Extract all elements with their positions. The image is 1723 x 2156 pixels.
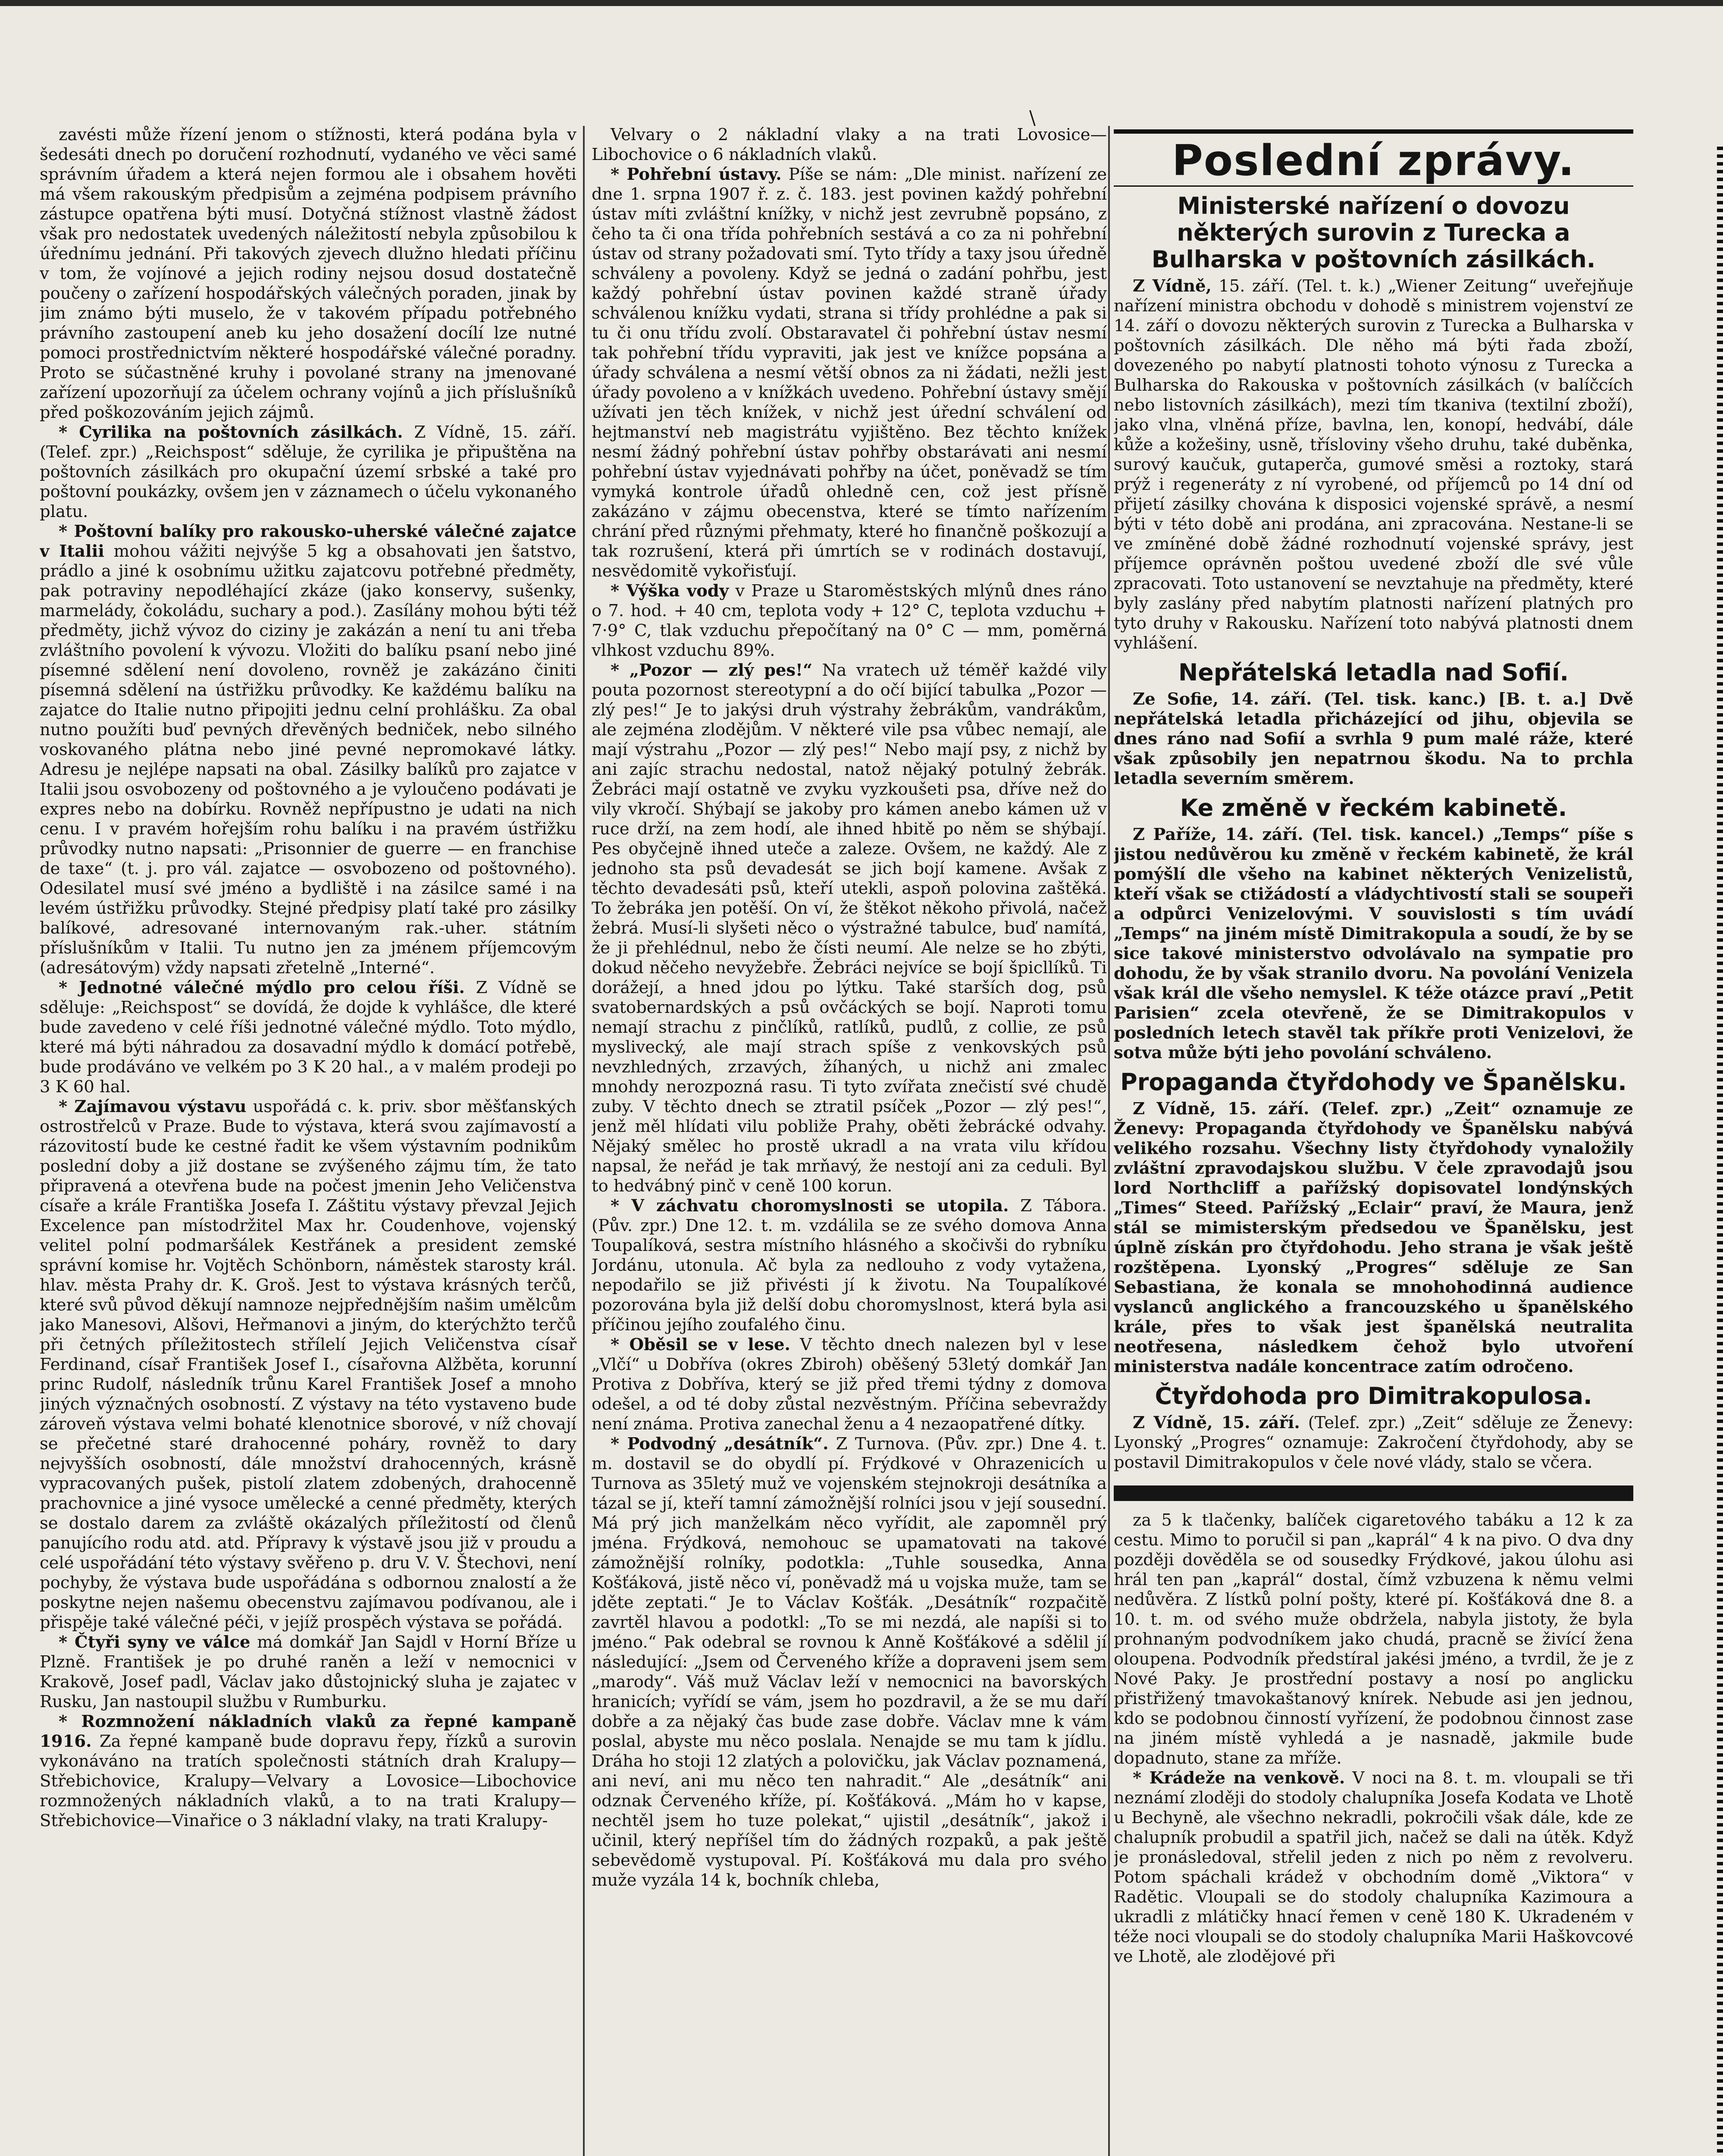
article-text: uspořádá c. k. priv. sbor měšťanských ostrostřelců v Praze. Bude to výstava, která svou zajímavostí a rázovitostí bude ke cestné řadit ke všem výstavním podnikům poslední doby a již dostane se zvýšeného zájmu tím, že tato připravená a otevřena bude na počest jmenin Jeho Veličenstva císaře a krále Františka Josefa I. Záštitu výstavy převzal Jejich Excelence pan místodržitel Max hr. Coudenhove, vojenský velitel polní podmaršálek Kestřánek a president zemské správní komise hr. Vojtěch Schönborn, náměstek starosty král. hlav. města Prahy dr. K. Groš. Jest to výstava krásných terčů, které svů původ děkují namnoze nejpřednějším našim umělcům jako Manesovi, Alšovi, Heřmanovi a jiným, do kterýchžto terčů při četných příležitostech střílelí Jejich Veličenstva císař Ferdinand, císař František Josef I., císařovna Alžběta, korunní princ Rudolf, následník trůnu Karel František Josef a mnoho jiných význačných osobností. Z výstavy na této vystaveno bude zároveň výstava velmi bohaté klenotnice sborové, v níž chovají se přečetné staré drahocenné poháry, rovněž to dary nejvyšších osobností, dále množství drahocenných, krásně vypracovaných pušek, pistolí zlatem zdobených, drahocenně prachovnice a jiné vysoce umělecké a cenné předměty, kterých se dostalo darem za zvláště okázalých příležitostí od členů panujícího rodu atd. atd. Přípravy k výstavě jsou již v proudu a celé uspořádání této výstavy svěřeno p. dru V. V. Štechovi, není pochyby, že výstava bude uspořádána s odbornou znalostí a že poskytne nejen našemu obecenstvu zajímavou podívanou, ale i přispěje také válečné péči, v jejíž prospěch výstava se pořádá. (40, 1097, 576, 1632)
article-text: má domkář Jan Sajdl v Horní Bříze u Plzně. František je po druhé raněn a leží v nemocnici v Krakově, Josef padl, Václav jako důstojnický sluha je zajatec v Rusku, Jan nastoupil službu v Rumburku. (40, 1633, 576, 1711)
article-text: V těchto dnech nalezen byl v lese „Vlčí“ u Dobříva (okres Zbiroh) oběšený 53letý domkář Jan Protiva z Dobříva, který se již před třemi týdny z domova odešel, a od té doby zůstal nezvěstným. Příčina sebevraždy není známa. Protiva zanechal ženu a 4 nezaopatřené dítky. (592, 1335, 1107, 1434)
article-paragraph (40, 423, 576, 522)
article-lead: * „Pozor — zlý pes!“ (611, 661, 813, 680)
article-lead: * Poštovní balíky pro rakousko-uherské válečné zajatce v Italii (40, 522, 576, 561)
article-text: zavésti může řízení jenom o stížnosti, která podána byla v šedesáti dnech po doručení rozhodnutí, vydaného ve věci samé správním úřadem a která nejen formou ale i obsahem hověti má všem rakouským předpisům a zejména podpisem právního zástupce opatřena býti musí. Dotyčná stížnost vlastně žádost však pro nedostatek uvedených náležitostí nebyla způsobilou k úřednímu jednání. Při takových zjevech dlužno hledati příčinu v tom, že vojínové a jejich rodiny nejsou dosud dostatečně poučeny o zařízení hospodářských válečných poraden, jinak by jim známo býti muselo, že v takovém případu potřebného právního zastoupení aneb ku jeho dosažení docílí lze nutné pomoci prostřednictvím některé hospodářské válečné poradny. Proto se súčastněné kruhy i povolané strany na jmenované zařízení upozorňují za účelem ochrany vojínů a jich příslušníků před poškozováním jejich zájmů. (40, 125, 576, 422)
article-paragraph (592, 661, 1107, 1196)
article-paragraph (592, 1196, 1107, 1335)
article-paragraph (40, 978, 576, 1097)
article-paragraph (1114, 689, 1633, 789)
article-paragraph (592, 581, 1107, 661)
article-text: V noci na 8. t. m. vloupali se tři neznámí zloději do stodoly chalupníka Josefa Kodata ve Lhotě u Bechyně, ale všechno nekradli, pokročili však dále, kde ze chalupník probudil a spatřil jich, načež se dali na útěk. Když je pronásledoval, střelil jeden z nich po něm z revolveru. Potom spáchali krádež v obchodním domě „Viktora“ v Radětic. Vloupali se do stodoly chalupníka Kazimoura a ukradli z mlátičky hnací řemen v ceně 180 K. Ukradeném v téže noci vloupali se do stodoly chalupníka Marii Haškovcové ve Lhotě, ale zlodějové při (1114, 1768, 1633, 1966)
article-lead: * Výška vody (611, 581, 729, 601)
article-lead: * Zajímavou výstavu (59, 1097, 247, 1116)
article-lead: * Cyrilika na poštovních zásilkách. (59, 423, 403, 442)
article-text: 15. září. (Tel. t. k.) „Wiener Zeitung“ uveřejňuje nařízení ministra obchodu v dohodě s ministrem vojenství ze 14. září o dovozu některých surovin z Turecka a Bulharska v poštovních zásilkách. Dle něho má býti řada zboží, dovezeného po nabytí platnosti tohoto výnosu z Turecka a Bulharska do Rakouska v poštovních zásilkách (v balíčcích nebo listovních zásilkách), mezi tím tkaniva (textilní zboží), jako vlna, vlněná příze, bavlna, len, konopí, hedvábí, dále kůže a kožešiny, usně, třísloviny všeho druhu, také duběnka, surový kaučuk, gutaperča, gumové směsi a roztoky, stará prýž i regeneráty z ní vyrobené, od příjemců po 14 dní od přijetí zásilky chována k disposici vojenské správě, a nesmí býti v této době ani prodána, ani zpracována. Nestane-li se ve zmíněné době žádné rozhodnutí vojenské správy, jest příjemce oprávněn poštou uvedené zboží dle své vůle zpracovati. Toto ustanovení se nevztahuje na předměty, které byly zaslány před nabytím platnosti nařízení platných pro tyto druhy v Rakousku. Nařízení toto nabývá platnosti dnem vyhlášení. (1114, 276, 1633, 653)
article-text: v Praze u Staroměstských mlýnů dnes ráno o 7. hod. + 40 cm, teplota vody + 12° C, teplota vzduchu + 7·9° C, tlak vzduchu přepočítaný na 0° C — mm, poměrná vlhkost vzduchu 89%. (592, 581, 1107, 660)
perforation-edge (1717, 147, 1723, 2156)
column-3-body (1114, 193, 1633, 1967)
article-lead: * Pohřební ústavy. (611, 165, 782, 184)
article-text: (Telef. zpr.) „Zeit“ oznamuje ze Ženevy: Propaganda čtyřdohody ve Španělsku nabývá velikého rozsahu. Všechny listy čtyřdohody vynaložily zvláštní zpravodajskou službu. V čele zpravodajů jsou lord Northcliff a pařížský dopisovatel londýnských „Times“ Steed. Pařížský „Eclair“ praví, že Maura, jenž stál se mimisterským předsedou ve Španělsku, jest úplně získán pro čtyřdohodu. Jeho strana je však ještě rozštěpena. Lyonský „Progres“ sděluje ze San Sebastiana, že konala se mnohohodinná audience vyslanců anglického a francouzského u španělského krále, přes to však jest španělská neutralita neotřesena, následkem čehož bylo utvoření ministerstva nadále koncentrace zatím odročeno. (1114, 1099, 1633, 1376)
article-text: (Tel. tisk. kanc.) [B. t. a.] Dvě nepřátelská letadla přicházející od jihu, objevila se dnes ráno nad Sofií a svrhla 9 pum malé ráže, které však způsobily jen nepatrnou škodu. Na to prchla letadla severním směrem. (1114, 689, 1633, 788)
article-text: Na vratech už téměř každé vily pouta pozornost stereotypní a do očí bijící tabulka „Pozor — zlý pes!“ Je to jakýsi druh výstrahy žebrákům, vandrákům, ale zejména zlodějům. V některé vile psa vůbec nemají, ale mají výstrahu „Pozor — zlý pes!“ Nebo mají psy, z nichž by ani zajíc strachu nedostal, natož nějaký potulný žebrák. Žebráci mají ostatně ve zvyku vyzkoušeti psa, dříve než do vily vkročí. Shýbají se jakoby pro kámen anebo kámen už v ruce drží, na zem hodí, ale ihned hbitě po něm se shýbají. Pes obyčejně ihned uteče a zaleze. Ovšem, ne každý. Ale z jednoho sta psů devadesát se jich bojí kamene. Avšak z těchto devadesáti psů, kteří utekli, aspoň polovina zaštěká. To žebráka jen potěší. On ví, že štěkot někoho přivolá, načež žebrá. Musí-li slyšeti něco o výstražné tabulce, buď namítá, že ji přehlédnul, nebo že čísti neumí. Ale nelze se ho zbýti, dokud něčeho nevyžebře. Žebráci nejvíce se bojí špicllíků. Ti dorážejí, a hned jdou po lýtku. Také starších dog, psů svatobernardských a psů ovčáckých se bojí. Naproti tomu nemají strachu z pinčlíků, ratlíků, pudlů, z collie, ze psů myslivecký, ale mají strach spíše z venkovských psů nevzhledných, zrzavých, žíhaných, u nichž ani zmalec mnohdy nerozpozná rasu. Ti tyto zvířata znečistí své chudě zuby. V těchto dnech se ztratil psíček „Pozor — zlý pes!“, jenž měl hlídati vilu pobliže Prahy, oběti žebrácké odvahy. Nějaký smělec ho prostě ukradl a na vrata vilu křídou napsal, že neřád je tak mrňavý, že nestojí ani za ceduli. Byl to hedvábný pinč v ceně 100 korun. (592, 661, 1107, 1196)
article-paragraph (40, 1712, 576, 1831)
article-paragraph (1114, 825, 1633, 1063)
article-lead: * Oběsil se v lese. (611, 1335, 790, 1354)
article-text: Z Turnova. (Pův. zpr.) Dne 4. t. m. dostavil se do obydlí pí. Frýdkové v Ohrazenicích u Turnova as 35letý muž ve vojenském stejnokroji desátníka a tázal se jí, kteří tamní zámožnější rolníci jsou v její sousední. Má prý jich manželkám něco vyřídit, ale zapomněl prý jména. Frýdková, nemohouc se upamatovati na takové zámožnější rolníky, podotkla: „Tuhle sousedka, Anna Košťáková, jistě něco ví, poněvadž má u vojska muže, tam se jděte zeptati.“ Je to Václav Košťák. „Desátník“ rozpačitě zavrtěl hlavou a podotkl: „To se mi nezdá, ale napíši si to jméno.“ Pak odebral se rovnou k Anně Košťákové a sdělil jí následující: „Jsem od Červeného kříže a dopraveni jsem sem „marody“. Váš muž Václav leží v nemocnici na bavorských hranicích; vyřídí se vám, jsem ho pozdravil, a že se mu daří dobře a za nějaký čas bude zase dobře. Václav mne k vám poslal, abyste mu něco poslala. Nenajde se mu tam k jídlu. Dráha ho stoji 12 zlatých a polovičku, jak Václav poznamená, ani neví, ani mu něco ten nahradit.“ Ale „desátník“ ani odznak Červeného kříže, pí. Košťáková. „Mám ho v kapse, nechtěl jsem ho tuze polekat,“ ujistil „desátník“, jakož i učinil, který nepříšel tím do žádných rozpaků, a pak ještě sebevědomě vystupoval. Pí. Košťáková mu dala pro svého muže vyzála 14 k, bochník chleba, (592, 1434, 1107, 1890)
article-lead: * Čtyři syny ve válce (59, 1633, 251, 1652)
article-paragraph (592, 125, 1107, 165)
article-text: (Telef. zpr.) „Zeit“ sděluje ze Ženevy: Lyonský „Progres“ oznamuje: Zakročení čtyřdohody, aby se postavil Dimitrakopulos v čele nové vlády, stalo se včera. (1114, 1413, 1633, 1472)
article-paragraph (40, 1633, 576, 1712)
article-text: mohou vážiti nejvýše 5 kg a obsahovati jen šatstvo, prádlo a jiné k osobnímu užitku zajatcovu potřebné předměty, pak potraviny nepodléhající zkáze (jako konservy, sušenky, marmelády, čokoládu, suchary a pod.). Zasílány mohou býti též předměty, jichž vývoz do ciziny je zakázán a není tu ani třeba zvláštního povolení k vývozu. Vložiti do balíku psaní nebo jiné písemné sdělení není dovoleno, rovněž je zakázáno činiti písemná sdělení na ústřižku průvodky. Ke každému balíku na zajatce do Italie nutno připojiti jednu celní prohlášku. Za obal nutno použíti buď pevných dřevěných bedniček, nebo silného voskovaného plátna nebo jiné pevné nepromokavé látky. Adresu je nejlépe napsati na obal. Zásilky balíků pro zajatce v Italii jsou osvobozeny od poštovného a je vyloučeno podávati je expres nebo na dobírku. Rovněž nepřípustno je udati na nich cenu. I v pravém hořejším rohu balíku i na pravém ústřižku průvodky nutno napsati: „Prisonnier de guerre — en franchise de taxe“ (t. j. pro vál. zajatce — osvobozeno od poštovného). Odesilatel musí své jméno a bydliště i na zásilce samé i na levém ústřižku průvodky. Stejné předpisy platí také pro zásilky balíkové, adresované internovaným rak.-uher. státním příslušníkům v Italii. Tu nutno jen za jménem příjemcovým (adresátovým) vždy napsati zřetelně „Interné“. (40, 542, 576, 978)
article-paragraph (592, 165, 1107, 581)
article-text: za 5 k tlačenky, balíček cigaretového tabáku a 12 k za cestu. Mimo to poručil si pan „kaprál“ 4 k na pivo. O dva dny později dověděla se od sousedky Frýdkové, jakou úlohu asi hrál ten pan „kaprál“ dostal, čímž vzbuzena k němu velmi nedůvěra. Z lístků polní pošty, které pí. Košťáková dne 8. a 10. t. m. od svého muže obdržela, nabyla jistoty, že byla prohnaným podvodníkem jako chudá, pracně se živící žena oloupena. Podvodník předstíral jakési jméno, a tvrdil, že je z Nové Paky. Je prostřední postavy a nosí po anglicku přistřižený tmavokaštanový knírek. Nebude asi jen jednou, kdo se podobnou činností vyřízení, že podobnou činnost zase na jiném místě vyhledá a je nasnadě, jakmile bude dopadnuto, stane za mříže. (1114, 1510, 1633, 1768)
article-lead: Z Paříže, 14. září. (1133, 825, 1303, 844)
article-paragraph (1114, 1768, 1633, 1967)
article-lead: Z Vídně, (1133, 276, 1212, 296)
column-2 (592, 125, 1107, 2156)
article-paragraph (1114, 1510, 1633, 1768)
article-text: Z Vídně, 15. září. (Telef. zpr.) „Reichspost“ sděluje, že cyrilika je připuštěna na poštovních zásilkách pro okupační území srbské a také pro poštovní poukázky, ovšem jen v záznamech o účelu vykonaného platu. (40, 423, 576, 521)
article-lead: Ze Sofie, 14. září. (1133, 689, 1312, 709)
article-lead: * Krádeže na venkově. (1133, 1768, 1345, 1788)
article-lead: * Podvodný „desátník“. (611, 1434, 829, 1454)
section-divider (1114, 1485, 1633, 1501)
article-lead: * Rozmnožení nákladních vlaků za řepné kampaně 1916. (40, 1712, 576, 1751)
column-rule-2 (1108, 126, 1110, 2156)
article-paragraph (40, 125, 576, 423)
article-text: Píše se nám: „Dle minist. nařízení ze dne 1. srpna 1907 ř. z. č. 183. jest povinen každý pohřební ústav míti zvláštní knížky, v nichž jest zevrubně popsáno, z čeho ta či ona třída pohřebních sestává a co za ni pohřební ústav od strany požadovati smí. Tyto třídy a taxy jsou úředně schváleny a povoleny. Když se jedná o zadání pohřbu, jest každý pohřební ústav povinen každé straně úřady schválenou knížku vydati, strana si třídy prohlédne a pak si tu či onu třídu zvolí. Obstaravatel či pohřební ústav nesmí tak pohřební třídu vypraviti, jak jest ve knížce popsána a úřady schválena a nesmí větší obnos za ni žádati, nežli jest úřady povoleno a v knížkách uvedeno. Pohřební ústavy smějí užívati jen těch knížek, v nichž jest úřední schválení od hejtmanství neb magistrátu vyjištěno. Bez těchto knížek nesmí žádný pohřební ústav pohřby obstarávati ani nesmí pohřební ústav vyjednávati pohřby na účet, poněvadž se tím vymyká kontrole úřadů ohledně cen, což jest přísně zakázáno v zájmu obecenstva, které se tímto nařízením chrání před různými přehmaty, které ho finančně poškozují a tak rozrušení, která při úmrtích se v rodinách dostavují, nesvědomitě vykořisťují. (592, 165, 1107, 581)
column-rule-1 (583, 126, 585, 2156)
news-headline: Ministerské nařízení o dovozu některých surovin z Turecka a Bulharska v poštovních zásilkách. (1151, 192, 1596, 273)
article-text: Velvary o 2 nákladní vlaky a na trati Lovosice—Libochovice o 6 nákladních vlaků. (592, 125, 1107, 164)
article-paragraph (40, 522, 576, 978)
article-paragraph (592, 1434, 1107, 1890)
article-lead: Z Vídně, 15. září. (1133, 1413, 1300, 1432)
article-paragraph (1114, 276, 1633, 653)
news-headline: Nepřátelská letadla nad Sofií. (1178, 659, 1569, 686)
article-text: Z Vídně se sděluje: „Reichspost“ se dovídá, že dojde k vyhlášce, dle které bude zavedeno v celé říši jednotné válečné mýdlo. Toto mýdlo, které má býti náhradou za dosavadní mýdlo k domácí potřebě, bude prodáváno ve velkém po 3 K 20 hal., a v malém prodeji po 3 K 60 hal. (40, 978, 576, 1097)
article-paragraph (1114, 1099, 1633, 1377)
page-mark: \ (1029, 107, 1036, 129)
article-paragraph (592, 1335, 1107, 1434)
article-lead: * V záchvatu choromyslnosti se utopila. (611, 1196, 1009, 1216)
column-3 (1114, 125, 1633, 2156)
article-paragraph (40, 1097, 576, 1633)
column-1 (40, 125, 576, 2156)
article-text: (Tel. tisk. kancel.) „Temps“ píše s jistou nedůvěrou ku změně v řeckém kabinetě, že král pomýšlí dle všeho na kabinet některých Venizelistů, kteří však se ctižádostí a vládychtivostí stali se soupeři a odpůrci Venizelovými. V souvislosti s tím uvádí „Temps“ na jiném místě Dimitrakopula a soudí, že by se sice takové ministerstvo odvolávalo na sympatie pro dohodu, že by však stranilo dvoru. Na povolání Venizela však král dle všeho nemyslel. K téže otázce praví „Petit Parisien“ zcela otevřeně, že se Dimitrakopulos v posledních letech stavěl tak příkře proti Venizelovi, že sotva může býti jeho povolání schváleno. (1114, 825, 1633, 1062)
section-header-latest-news: Poslední zprávy. (1114, 129, 1633, 187)
article-text: Za řepné kampaně bude dopravu řepy, řízků a surovin vykonáváno na tratích společnosti státních drah Kralupy—Střebichovice, Kralupy—Velvary a Lovosice—Libochovice rozmnožených nákladních vlaků, a to na trati Kralupy—Střebichovice—Vinařice o 3 nákladní vlaky, na trati Kralupy- (40, 1732, 576, 1830)
news-headline: Ke změně v řeckém kabinetě. (1180, 794, 1567, 821)
news-headline: Čtyřdohoda pro Dimitrakopulosa. (1155, 1382, 1592, 1410)
top-border (0, 0, 1723, 6)
article-lead: * Jednotné válečné mýdlo pro celou říši. (59, 978, 465, 997)
news-headline: Propaganda čtyřdohody ve Španělsku. (1120, 1069, 1627, 1096)
article-text: Z Tábora. (Pův. zpr.) Dne 12. t. m. vzdálila se ze svého domova Anna Toupalíková, sestra místního hlásného a skočivši do rybníku Jordánu, utonula. Ač byla za nedlouho z vody vytažena, nepodařilo se již přivésti jí k životu. Na Toupalíkové pozorována byla již delší dobu choromyslnost, která byla asi příčinou jejího zoufalého činu. (592, 1196, 1107, 1335)
article-lead: Z Vídně, 15. září. (1133, 1099, 1309, 1119)
article-paragraph (1114, 1413, 1633, 1473)
